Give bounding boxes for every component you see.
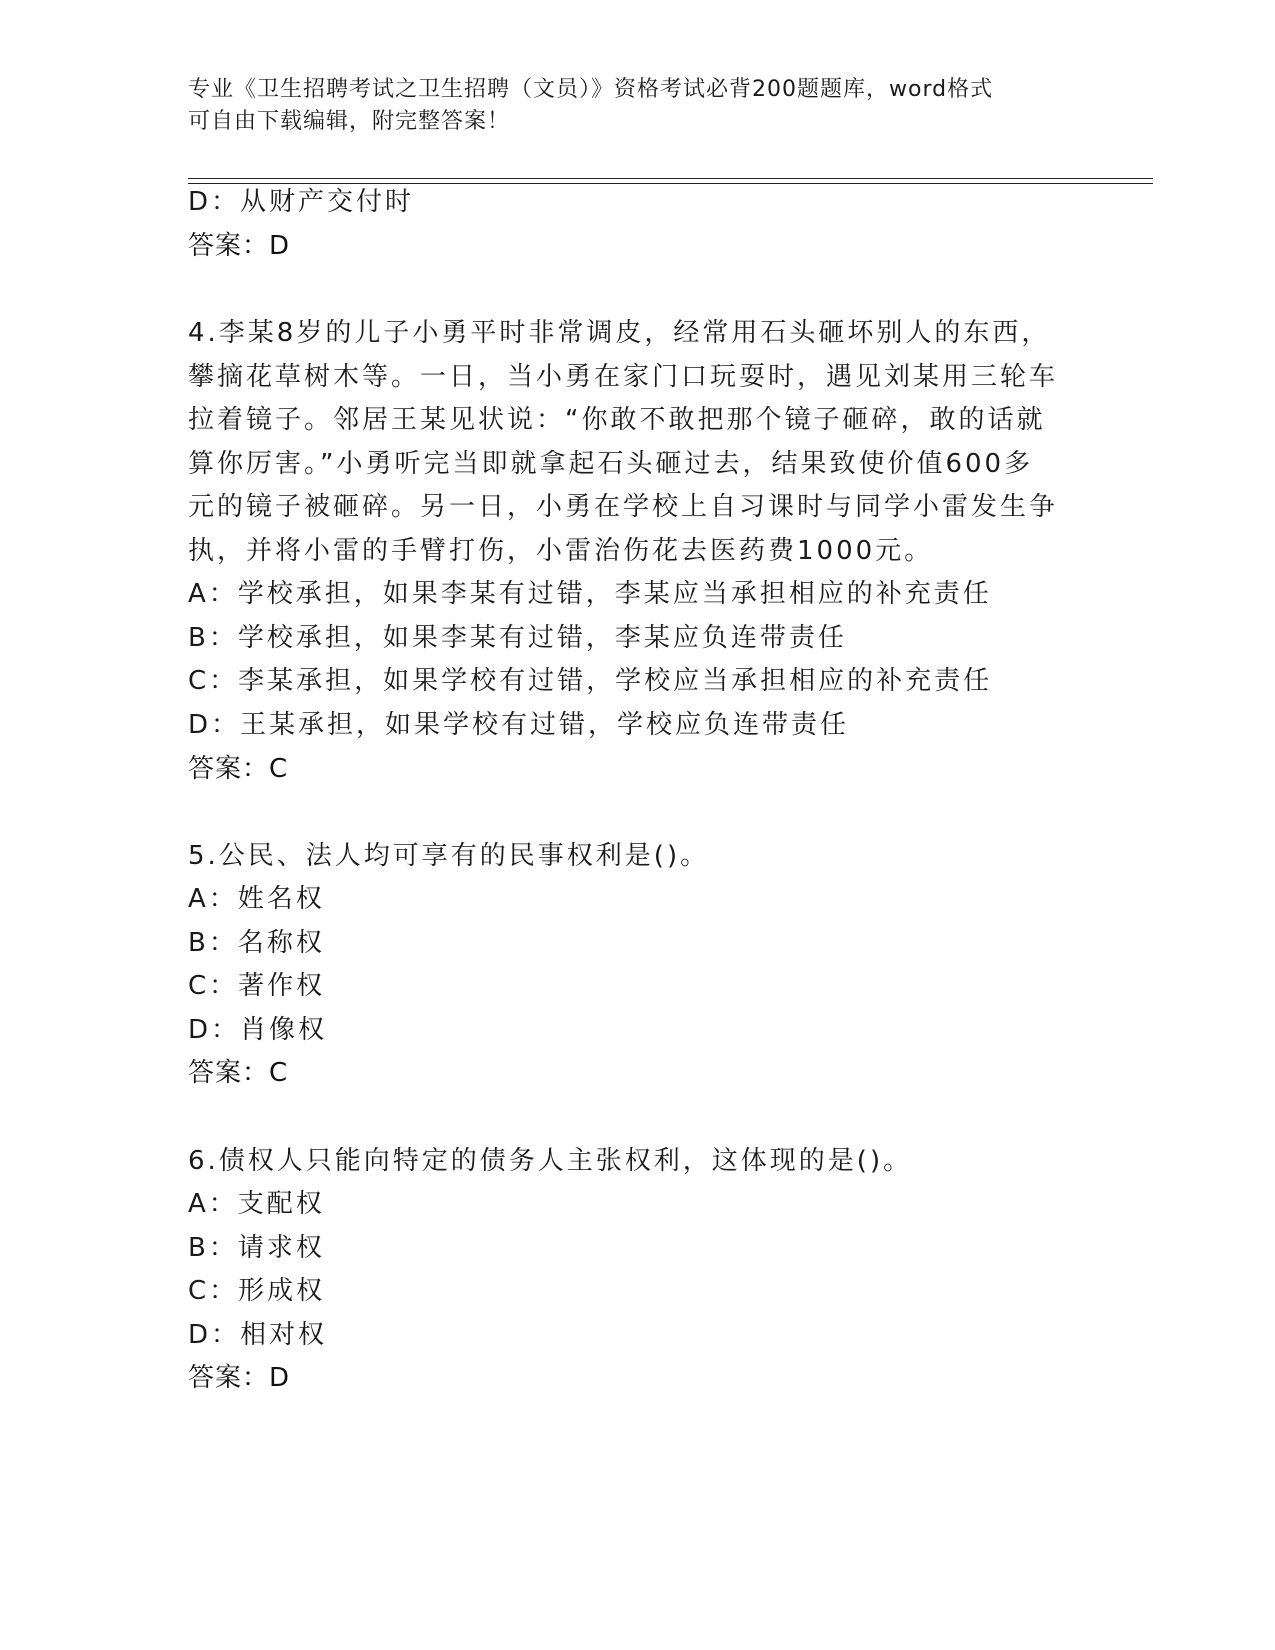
q4-stem-line-6: 执，并将小雷的手臂打伤，小雷治伤花去医药费1000元。 bbox=[188, 536, 934, 566]
q4-stem-line-3: 拉着镜子。邻居王某见状说：“你敢不敢把那个镜子砸碎，敢的话就 bbox=[188, 405, 1046, 435]
document-header bbox=[188, 74, 1088, 138]
q5-option-b: B：名称权 bbox=[188, 928, 325, 958]
q6-option-c: C：形成权 bbox=[188, 1276, 326, 1306]
q4-stem-line-5: 元的镜子被砸碎。另一日，小勇在学校上自习课时与同学小雷发生争 bbox=[188, 492, 1059, 522]
q6-option-b: B：请求权 bbox=[188, 1233, 325, 1263]
q4-option-a: A：学校承担，如果李某有过错，李某应当承担相应的补充责任 bbox=[188, 579, 992, 609]
header-divider-bottom bbox=[188, 183, 1153, 184]
header-line-1: 专业《卫生招聘考试之卫生招聘（文员）》资格考试必背200题题库，word格式 bbox=[188, 77, 994, 102]
q4-stem-line-2: 攀摘花草树木等。一日，当小勇在家门口玩耍时，遇见刘某用三轮车 bbox=[188, 362, 1059, 392]
q5-option-a: A：姓名权 bbox=[188, 884, 325, 914]
q3-option-d: D：从财产交付时 bbox=[188, 187, 415, 217]
q4-answer: 答案：C bbox=[188, 754, 289, 784]
q5-option-c: C：著作权 bbox=[188, 971, 326, 1001]
header-divider-top bbox=[188, 178, 1153, 179]
q6-answer: 答案：D bbox=[188, 1363, 291, 1393]
q5-answer: 答案：C bbox=[188, 1058, 289, 1088]
q3-answer: 答案：D bbox=[188, 231, 291, 261]
q6-option-d: D：相对权 bbox=[188, 1320, 328, 1350]
q5-option-d: D：肖像权 bbox=[188, 1015, 328, 1045]
q4-option-b: B：学校承担，如果李某有过错，李某应负连带责任 bbox=[188, 623, 847, 653]
q6-stem: 6.债权人只能向特定的债务人主张权利，这体现的是()。 bbox=[188, 1146, 913, 1176]
q4-stem-line-4: 算你厉害。”小勇听完当即就拿起石头砸过去，结果致使价值600多 bbox=[188, 449, 1034, 479]
header-line-2: 可自由下载编辑，附完整答案！ bbox=[188, 109, 511, 134]
q4-option-c: C：李某承担，如果学校有过错，学校应当承担相应的补充责任 bbox=[188, 666, 993, 696]
q6-option-a: A：支配权 bbox=[188, 1189, 325, 1219]
q5-stem: 5.公民、法人均可享有的民事权利是()。 bbox=[188, 841, 710, 871]
q4-option-d: D：王某承担，如果学校有过错，学校应负连带责任 bbox=[188, 710, 850, 740]
q4-stem-line-1: 4.李某8岁的儿子小勇平时非常调皮，经常用石头砸坏别人的东西， bbox=[188, 318, 1051, 348]
